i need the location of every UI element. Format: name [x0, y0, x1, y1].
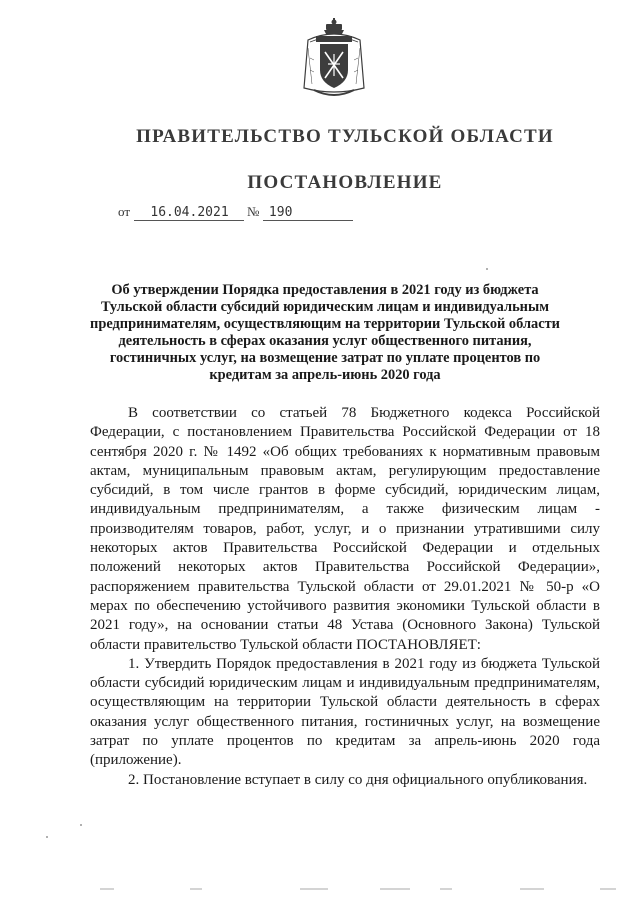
date-number-line — [118, 204, 353, 221]
number-value: 190 — [263, 205, 353, 221]
document-subject: Об утверждении Порядка предоставления в 2021 году из бюджета Тульской области субсидий юридическим лицам и индивидуальным предпринимателям, осуществляющим на территории Тульской области деятельность в сферах оказания услуг общественного питания, гостиничных услуг, на возмещение затрат по уплате процентов по кредитам за апрель-июнь 2020 года — [90, 282, 560, 383]
date-label: от — [118, 204, 131, 219]
item-2-paragraph: 2. Постановление вступает в силу со дня официального опубликования. — [128, 771, 588, 788]
date-value: 16.04.2021 — [134, 205, 244, 221]
government-title: ПРАВИТЕЛЬСТВО ТУЛЬСКОЙ ОБЛАСТИ — [136, 126, 554, 147]
scan-footer-marks — [80, 886, 620, 892]
scan-speck — [80, 824, 82, 826]
item-1-paragraph: 1. Утвердить Порядок предоставления в 2021 году из бюджета Тульской области субсидий юридическим лицам и индивидуальным предпринимателям, осуществляющим на территории Тульской области деятельность в сферах оказания услуг общественного питания, гостиничных услуг, на возмещение затрат по уплате процентов по кредитам за апрель-июнь 2020 года (приложение). — [90, 655, 600, 769]
document-type: ПОСТАНОВЛЕНИЕ — [247, 172, 443, 193]
scan-speck — [46, 836, 48, 838]
scan-speck — [486, 268, 488, 270]
coat-of-arms-icon — [300, 18, 368, 102]
preamble-paragraph: В соответствии со статьей 78 Бюджетного кодекса Российской Федерации, с постановлением Правительства Российской Федерации от 18 сентября 2020 г. № 1492 «Об общих требованиях к нормативным правовым актам, муниципальным правовым актам, регулирующим предоставление субсидий, в том числе грантов в форме субсидий, юридическим лицам, индивидуальным предпринимателям, а также физическим лицам - производителям товаров, работ, услуг, и о признании утратившими силу некоторых актов Правительства Российской Федерации и отдельных положений некоторых актов Правительства Российской Федерации», распоряжением правительства Тульской области от 29.01.2021 № 50-р «О мерах по обеспечению устойчивого развития экономики Тульской области в 2021 году», на основании статьи 48 Устава (Основного Закона) Тульской области правительство Тульской области ПОСТАНОВЛЯЕТ: — [90, 405, 600, 653]
document-body — [90, 404, 600, 790]
number-label: № — [247, 204, 260, 219]
